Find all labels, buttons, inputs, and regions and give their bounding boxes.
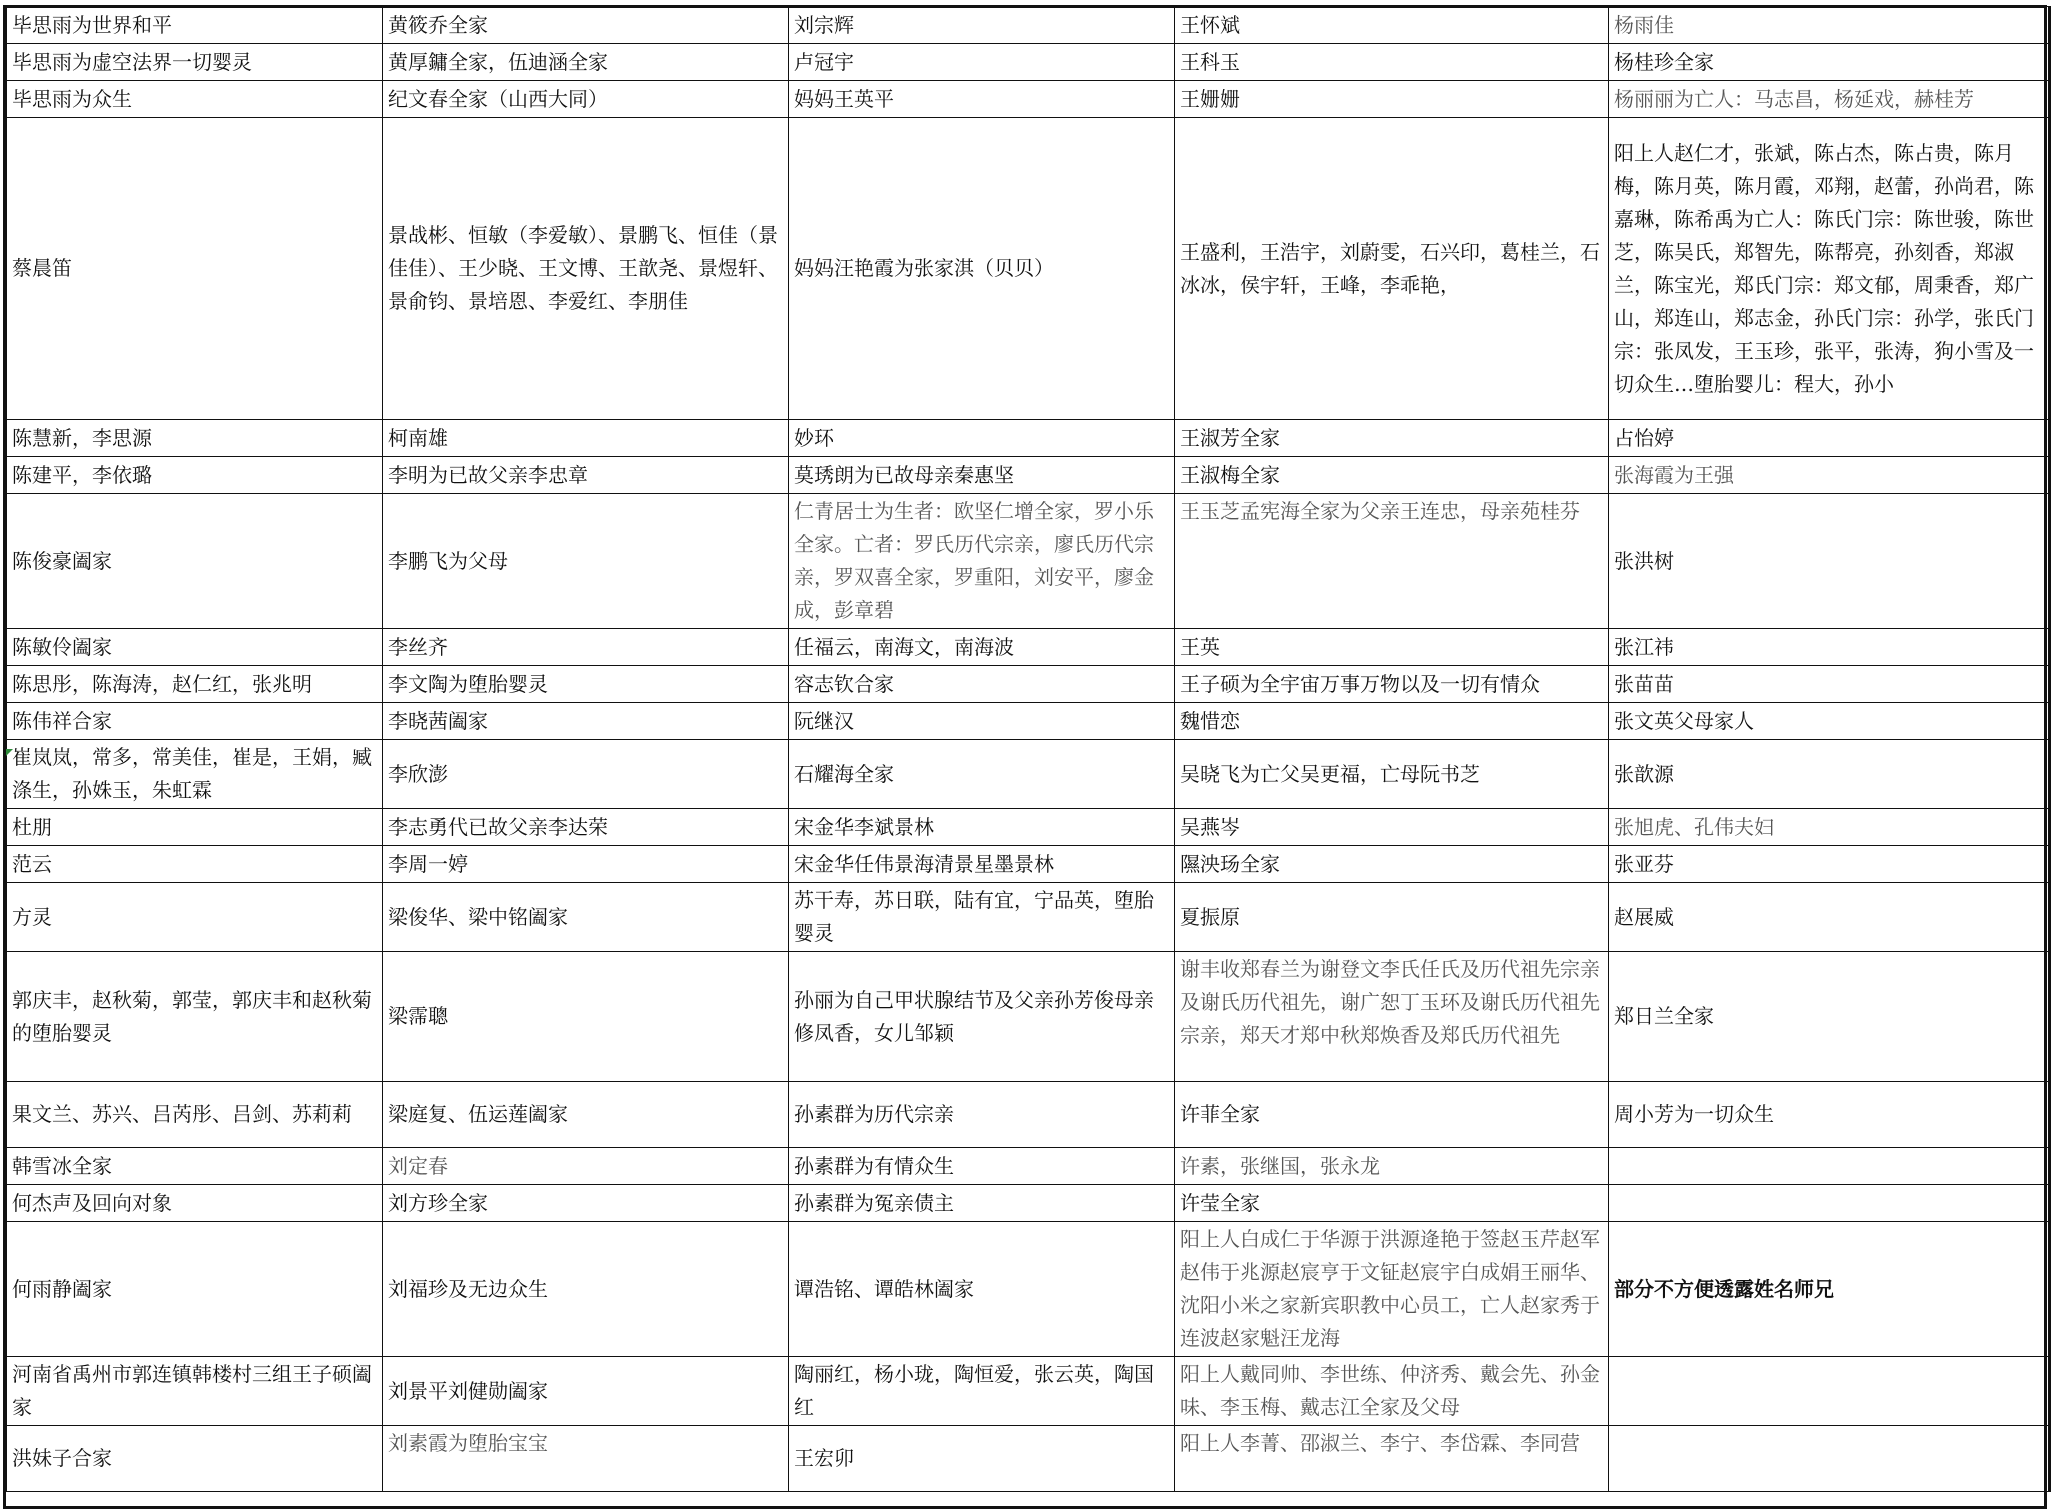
table-cell[interactable]: 梁俊华、梁中铭阖家: [383, 883, 789, 952]
table-cell[interactable]: 阳上人赵仁才，张斌，陈占杰，陈占贵，陈月梅，陈月英，陈月霞，邓翔，赵蕾，孙尚君，陈嘉琳，陈希禹为亡人：陈氏门宗：陈世骏，陈世芝，陈吴氏，郑智先，陈帮亮，孙刻香，郑淑兰，陈宝光，郑氏门宗：郑文郁，周秉香，郑广山，郑连山，郑志金，孙氏门宗：孙学，张氏门宗：张凤发，王玉珍，张平，张涛，狗小雪及一切众生…堕胎婴儿：程大，孙小: [1609, 118, 2050, 420]
table-cell[interactable]: 何雨静阖家: [6, 1222, 383, 1357]
table-cell[interactable]: 吴燕岑: [1175, 809, 1609, 846]
table-cell[interactable]: 陈慧新，李思源: [6, 420, 383, 457]
table-cell[interactable]: 梁庭复、伍运莲阖家: [383, 1082, 789, 1148]
table-cell[interactable]: 夏振原: [1175, 883, 1609, 952]
table-cell[interactable]: 陶丽红，杨小珑，陶恒爱，张云英，陶国红: [789, 1357, 1175, 1426]
table-cell[interactable]: 果文兰、苏兴、吕芮彤、吕剑、苏莉莉: [6, 1082, 383, 1148]
cell-comment-mark: [6, 749, 13, 756]
table-cell[interactable]: 王淑梅全家: [1175, 457, 1609, 494]
table-row: [6, 420, 2050, 457]
table-cell[interactable]: 崔岚岚，常多，常美佳，崔是，王娟，臧涤生，孙姝玉，朱虹霖: [6, 740, 383, 809]
table-cell[interactable]: 张亚芬: [1609, 846, 2050, 883]
table-cell[interactable]: 何杰声及回向对象: [6, 1185, 383, 1222]
table-cell[interactable]: 李晓茜阖家: [383, 703, 789, 740]
table-row: [6, 1357, 2050, 1426]
table-cell[interactable]: [1609, 1426, 2050, 1492]
table-cell[interactable]: 陈建平，李依璐: [6, 457, 383, 494]
table-cell[interactable]: 张洪树: [1609, 494, 2050, 629]
table-cell[interactable]: 李明为已故父亲李忠章: [383, 457, 789, 494]
table-cell[interactable]: 任福云，南海文，南海波: [789, 629, 1175, 666]
table-cell[interactable]: 李文陶为堕胎婴灵: [383, 666, 789, 703]
table-cell[interactable]: 孙素群为历代宗亲: [789, 1082, 1175, 1148]
table-cell[interactable]: 占怡婷: [1609, 420, 2050, 457]
table-cell[interactable]: 魏惜恋: [1175, 703, 1609, 740]
table-cell[interactable]: 许菲全家: [1175, 1082, 1609, 1148]
table-cell[interactable]: 陈俊豪阖家: [6, 494, 383, 629]
table-cell[interactable]: 王科玉: [1175, 44, 1609, 81]
table-cell[interactable]: 卢冠宇: [789, 44, 1175, 81]
table-cell[interactable]: 毕思雨为世界和平: [6, 7, 383, 44]
table-cell[interactable]: 张文英父母家人: [1609, 703, 2050, 740]
table-cell[interactable]: [1609, 1185, 2050, 1222]
table-cell[interactable]: 李丝齐: [383, 629, 789, 666]
table-cell[interactable]: 杨丽丽为亡人：马志昌，杨延戏，赫桂芳: [1609, 81, 2050, 118]
table-cell[interactable]: 阳上人白成仁于华源于洪源逄艳于签赵玉芹赵军赵伟于兆源赵宸亨于文钲赵宸宇白成娟王丽华、沈阳小米之家新宾职教中心员工，亡人赵家秀于连波赵家魁汪龙海: [1175, 1222, 1609, 1357]
table-cell[interactable]: 孙丽为自己甲状腺结节及父亲孙芳俊母亲修凤香，女儿邹颖: [789, 952, 1175, 1082]
table-cell[interactable]: 李周一婷: [383, 846, 789, 883]
table-cell[interactable]: 郭庆丰，赵秋菊，郭莹，郭庆丰和赵秋菊的堕胎婴灵: [6, 952, 383, 1082]
table-cell[interactable]: [1609, 1148, 2050, 1185]
name-list-table: [4, 6, 2051, 1492]
table-cell[interactable]: 毕思雨为众生: [6, 81, 383, 118]
table-cell[interactable]: 韩雪冰全家: [6, 1148, 383, 1185]
table-row: [6, 494, 2050, 629]
table-cell[interactable]: 陈敏伶阖家: [6, 629, 383, 666]
table-cell[interactable]: 阳上人李菁、邵淑兰、李宁、李岱霖、李同营: [1175, 1426, 1609, 1492]
table-row: [6, 883, 2050, 952]
table-row: [6, 952, 2050, 1082]
table-cell[interactable]: 李志勇代已故父亲李达荣: [383, 809, 789, 846]
table-cell[interactable]: 黄筱乔全家: [383, 7, 789, 44]
table-cell[interactable]: 王玉芝孟宪海全家为父亲王连忠，母亲苑桂芬: [1175, 494, 1609, 629]
table-cell[interactable]: 方灵: [6, 883, 383, 952]
table-row: [6, 703, 2050, 740]
table-cell[interactable]: 刘福珍及无边众生: [383, 1222, 789, 1357]
table-row: [6, 629, 2050, 666]
table-cell[interactable]: 容志钦合家: [789, 666, 1175, 703]
table-cell[interactable]: 张苗苗: [1609, 666, 2050, 703]
table-cell[interactable]: 王宏卯: [789, 1426, 1175, 1492]
table-cell[interactable]: 苏干寿，苏日联，陆有宜，宁品英，堕胎婴灵: [789, 883, 1175, 952]
table-cell[interactable]: 景战彬、恒敏（李爱敏）、景鹏飞、恒佳（景佳佳）、王少晓、王文博、王歆尧、景煜轩、景俞钧、景培恩、李爱红、李朋佳: [383, 118, 789, 420]
table-cell[interactable]: 张旭虎、孔伟夫妇: [1609, 809, 2050, 846]
table-cell[interactable]: 孙素群为有情众生: [789, 1148, 1175, 1185]
table-cell[interactable]: 柯南雄: [383, 420, 789, 457]
table-cell[interactable]: 王怀斌: [1175, 7, 1609, 44]
table-cell[interactable]: 杨桂珍全家: [1609, 44, 2050, 81]
table-cell[interactable]: 李欣澎: [383, 740, 789, 809]
table-cell[interactable]: [1609, 1357, 2050, 1426]
table-cell[interactable]: 梁霈聰: [383, 952, 789, 1082]
table-row: [6, 44, 2050, 81]
table-row: [6, 1185, 2050, 1222]
table-cell[interactable]: 李鹏飞为父母: [383, 494, 789, 629]
table-row: [6, 666, 2050, 703]
table-cell[interactable]: 许素，张继国，张永龙: [1175, 1148, 1609, 1185]
table-cell[interactable]: 妈妈王英平: [789, 81, 1175, 118]
table-cell[interactable]: 宋金华李斌景林: [789, 809, 1175, 846]
table-row: [6, 846, 2050, 883]
table-cell[interactable]: 毕思雨为虚空法界一切婴灵: [6, 44, 383, 81]
table-cell[interactable]: 谢丰收郑春兰为谢登文李氏任氏及历代祖先宗亲及谢氏历代祖先，谢广恕丁玉环及谢氏历代祖先宗亲，郑天才郑中秋郑焕香及郑氏历代祖先: [1175, 952, 1609, 1082]
table-cell[interactable]: 河南省禹州市郭连镇韩楼村三组王子硕阖家: [6, 1357, 383, 1426]
table-cell[interactable]: 刘方珍全家: [383, 1185, 789, 1222]
table-row: [6, 1222, 2050, 1357]
table-cell[interactable]: 吴晓飞为亡父吴更福，亡母阮书芝: [1175, 740, 1609, 809]
table-cell[interactable]: 许莹全家: [1175, 1185, 1609, 1222]
table-cell[interactable]: 陈伟祥合家: [6, 703, 383, 740]
table-row: [6, 1082, 2050, 1148]
table-cell[interactable]: 郑日兰全家: [1609, 952, 2050, 1082]
table-cell[interactable]: 王盛利，王浩宇，刘蔚雯，石兴印，葛桂兰，石冰冰，侯宇轩，王峰，李乖艳，: [1175, 118, 1609, 420]
table-cell[interactable]: 孙素群为冤亲债主: [789, 1185, 1175, 1222]
table-cell[interactable]: 洪妹子合家: [6, 1426, 383, 1492]
table-cell[interactable]: 妈妈汪艳霞为张家淇（贝贝）: [789, 118, 1175, 420]
table-cell[interactable]: 仁青居士为生者：欧坚仁增全家，罗小乐全家。亡者：罗氏历代宗亲，廖氏历代宗亲，罗双喜全家，罗重阳，刘安平，廖金成，彭章碧: [789, 494, 1175, 629]
table-row: [6, 809, 2050, 846]
table-cell[interactable]: 张歆源: [1609, 740, 2050, 809]
table-cell[interactable]: 莫琇朗为已故母亲秦惠坚: [789, 457, 1175, 494]
table-cell[interactable]: 周小芳为一切众生: [1609, 1082, 2050, 1148]
table-cell[interactable]: 蔡晨笛: [6, 118, 383, 420]
table-cell[interactable]: 刘景平刘健勋阖家: [383, 1357, 789, 1426]
table-cell[interactable]: 张江祎: [1609, 629, 2050, 666]
table-cell[interactable]: 谭浩铭、谭皓林阖家: [789, 1222, 1175, 1357]
table-cell[interactable]: 石耀海全家: [789, 740, 1175, 809]
table-cell[interactable]: 范云: [6, 846, 383, 883]
table-cell[interactable]: 陈思彤，陈海涛，赵仁红，张兆明: [6, 666, 383, 703]
table-cell[interactable]: 部分不方便透露姓名师兄: [1609, 1222, 2050, 1357]
table-row: [6, 118, 2050, 420]
table-cell[interactable]: 王子硕为全宇宙万事万物以及一切有情众: [1175, 666, 1609, 703]
table-cell[interactable]: 赵展威: [1609, 883, 2050, 952]
table-row: [6, 81, 2050, 118]
table-cell[interactable]: 王英: [1175, 629, 1609, 666]
table-row: [6, 1148, 2050, 1185]
table-row: [6, 1426, 2050, 1492]
table-cell[interactable]: 阮继汉: [789, 703, 1175, 740]
table-cell[interactable]: 杜朋: [6, 809, 383, 846]
table-cell[interactable]: 宋金华任伟景海清景星墨景林: [789, 846, 1175, 883]
table-cell[interactable]: 杨雨佳: [1609, 7, 2050, 44]
table-cell[interactable]: 刘素霞为堕胎宝宝: [383, 1426, 789, 1492]
table-cell[interactable]: 刘定春: [383, 1148, 789, 1185]
table-cell[interactable]: 妙环: [789, 420, 1175, 457]
table-row: [6, 740, 2050, 809]
table-cell[interactable]: 王姗姗: [1175, 81, 1609, 118]
table-row: [6, 7, 2050, 44]
table-cell[interactable]: 张海霞为王强: [1609, 457, 2050, 494]
table-cell[interactable]: 阳上人戴同帅、李世练、仲济秀、戴会先、孙金味、李玉梅、戴志江全家及父母: [1175, 1357, 1609, 1426]
table-row: [6, 457, 2050, 494]
table-cell[interactable]: 王淑芳全家: [1175, 420, 1609, 457]
table-cell[interactable]: 黄厚鏞全家，伍迪涵全家: [383, 44, 789, 81]
table-cell[interactable]: 纪文春全家（山西大同）: [383, 81, 789, 118]
table-cell[interactable]: 刘宗辉: [789, 7, 1175, 44]
table-cell[interactable]: 隰泱玚全家: [1175, 846, 1609, 883]
